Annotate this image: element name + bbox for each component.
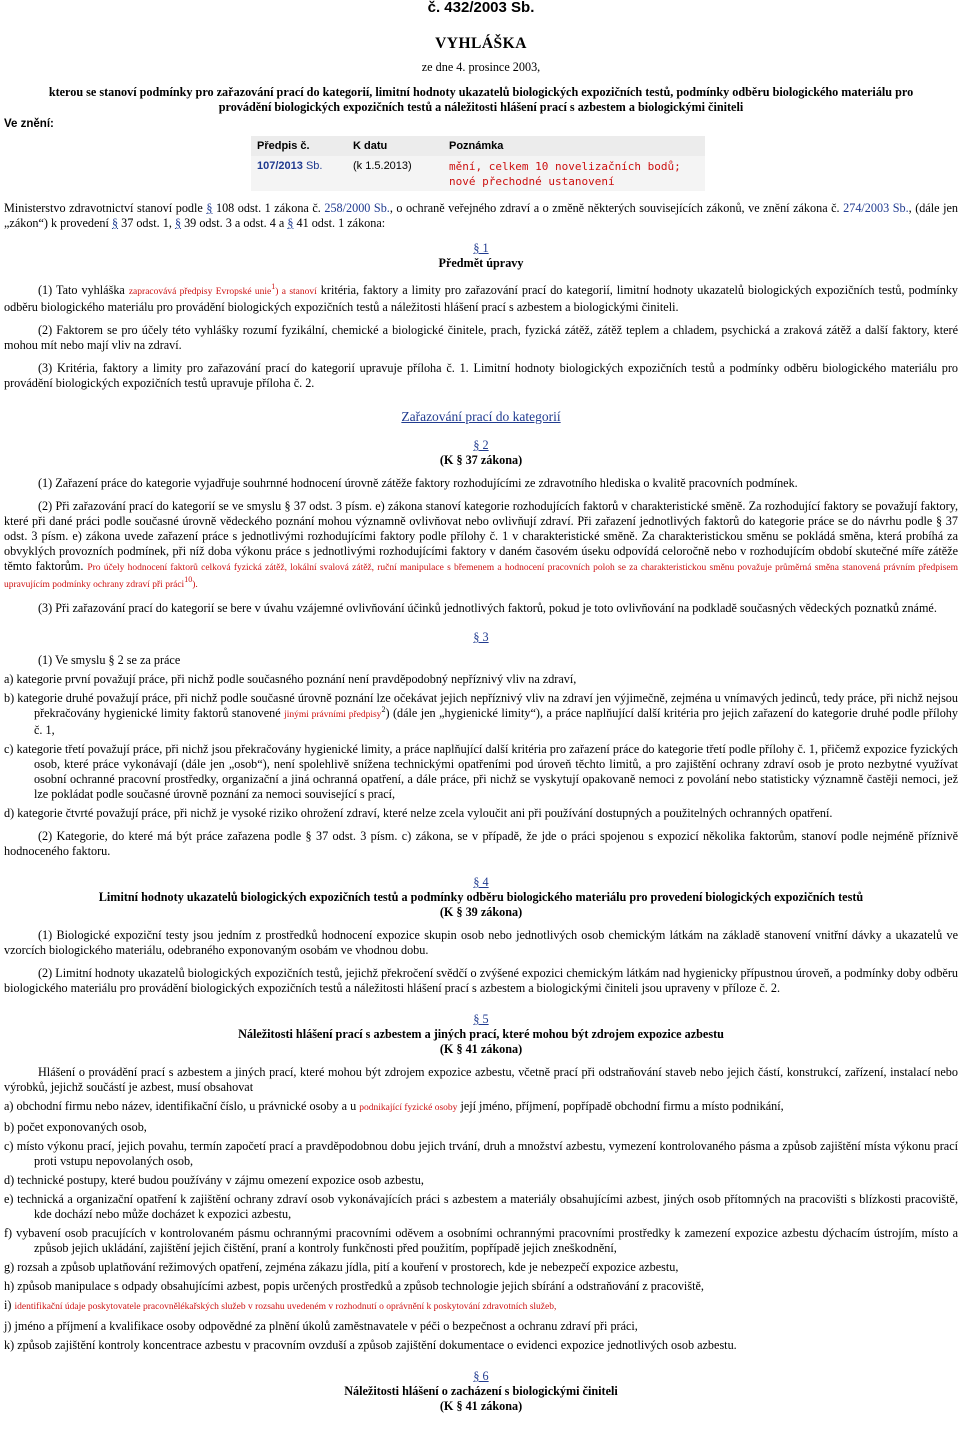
s3-d: d) kategorie čtvrté považují práce, při nichž je vysoké riziko ohrožení zdraví, které nelze zcela vyloučit ani při používání dostupných a použitelných ochranných opatření. <box>4 806 833 820</box>
amendments-table <box>251 136 705 191</box>
section-4 <box>4 875 958 920</box>
amendment-link[interactable]: 107/2013 <box>257 160 303 172</box>
s5-h: h) způsob manipulace s odpady obsahujícími azbest, popis určených prostředků a způsob technologie jejich sbírání a odstraňování z pracoviště, <box>4 1279 704 1293</box>
law-link-274[interactable]: 274/2003 Sb. <box>843 201 909 215</box>
intro-text: 37 odst. 1, <box>118 216 175 230</box>
amendment-date: (k 1.5.2013) <box>347 156 443 191</box>
footnote-ref[interactable]: 2 <box>381 704 386 714</box>
text: (1) Tato vyhláška <box>38 283 129 297</box>
section-2 <box>4 438 958 468</box>
section-5-ref: (K § 41 zákona) <box>439 1042 523 1056</box>
amended-text: zapracovává předpisy Evropské unie <box>128 287 272 297</box>
text: ) (dále jen „hygienické limity“), a práce naplňující další kritéria pro jejich zařazení do kategorie druhé podle přílohy č. 1, <box>34 706 958 737</box>
s1-p2: (2) Faktorem se pro účely této vyhlášky rozumí fyzikální, chemické a biologické činitele, prach, fyzická zátěž, zátěž teplem a chladem, psychická a zraková zátěž a další faktory, které mohou mít nebo mají vliv na zdraví. <box>4 323 958 352</box>
section-5-link[interactable]: § 5 <box>473 1012 489 1026</box>
section-6-heading: Náležitosti hlášení o zacházení s biologickými činiteli <box>344 1384 618 1398</box>
s5-p0: Hlášení o provádění prací s azbestem a jiných prací, které mohou být zdrojem expozice azbestu, včetně prací při odstraňování staveb nebo jejich částí, konstrukcí, zařízení, instalací nebo výrobků, jejichž součástí je azbest, musí obsahovat <box>4 1065 958 1094</box>
s2-p2 <box>4 499 958 593</box>
amended-text: jinými právními předpisy <box>284 710 382 720</box>
section-4-ref: (K § 39 zákona) <box>439 905 523 919</box>
text: její jméno, příjmení, popřípadě obchodní firmu a místo podnikání, <box>457 1099 784 1113</box>
amendments-header-row <box>251 136 705 156</box>
s4-p1: (1) Biologické expoziční testy jsou jedním z prostředků hodnocení expozice skupin osob nebo jednotlivých osob chemickým látkám na základě stanovení vnitřní dávky a ukazatelů ve vzorcích biologického materiálu, odebraného exponovaným osobám ve vhodnou dobu. <box>4 928 958 957</box>
intro-text: , o ochraně veřejného zdraví a o změně některých souvisejících zákonů, ve znění zákona č. <box>389 201 844 215</box>
amended-text: ) a stanoví <box>275 287 317 297</box>
s5-b: b) počet exponovaných osob, <box>4 1120 147 1134</box>
intro-text: , (dále jen „zákon“) k provedení <box>4 201 958 230</box>
s2-p3: (3) Při zařazování prací do kategorií se bere v úvahu vzájemné ovlivňování účinků jednotlivých faktorů, pokud je toto ovlivňování na podkladě současných vědeckých poznatků známé. <box>38 601 937 615</box>
intro-text: Ministerstvo zdravotnictví stanoví podle <box>4 201 207 215</box>
amendment-suffix: Sb. <box>302 160 323 172</box>
s3-a: a) kategorie první považují práce, při nichž podle současného poznání není pravděpodobný nepříznivý vliv na zdraví, <box>4 672 577 686</box>
s5-a <box>4 1099 958 1116</box>
section-6-link[interactable]: § 6 <box>473 1369 489 1383</box>
text: kritéria, faktory a limity pro zařazování prací do kategorií, limitní hodnoty ukazatelů biologických expozičních testů, podmínky odběru biologického materiálu pro provádění biologických expozičních testů a náležitosti hlášení prací s azbestem a biologickými činiteli. <box>4 283 959 314</box>
s1-p3: (3) Kritéria, faktory a limity pro zařazování prací do kategorií upravuje příloha č. 1. Limitní hodnoty biologických expozičních testů a podmínky odběru biologického materiálu pro provádění biologických expozičních testů upravuje příloha č. 2. <box>4 361 958 390</box>
s5-g: g) rozsah a způsob uplatňování režimových opatření, zejména zákazu jídla, pití a kouření v prostorech, kde je nebezpečí expozice azbestu, <box>4 1260 679 1274</box>
section-6-ref: (K § 41 zákona) <box>439 1399 523 1413</box>
doc-date: ze dne 4. prosince 2003, <box>421 60 541 74</box>
s5-c: c) místo výkonu prací, jejich povahu, termín započetí prací a pravděpodobnou dobu jejich trvání, druh a množství azbestu, vymezení kontrolovaného pásma a způsob zajištění místa výkonu prací proti vstupu nepovolaných osob, <box>4 1139 958 1168</box>
s5-f: f) vybavení osob pracujících v kontrolovaném pásmu ochrannými pracovními oděvem a osobními ochrannými pracovními prostředky k zamezení expozice azbestu dýchacím ústrojím, místo a způsob jejich ukládání, zajištění jejich čištění, praní a kontroly funkčnosti před použitím, popřípadě jejich zneškodnění, <box>4 1226 958 1255</box>
section-2-ref: (K § 37 zákona) <box>439 453 523 467</box>
section-1-link[interactable]: § 1 <box>473 241 489 255</box>
section-5 <box>4 1012 958 1057</box>
intro-text: 41 odst. 1 zákona: <box>293 216 386 230</box>
s3-p2: (2) Kategorie, do které má být práce zařazena podle § 37 odst. 3 písm. c) zákona, se v případě, že jde o práci spojenou s expozicí několika faktorům, stanoví podle nejméně příznivě hodnoceného faktoru. <box>4 829 958 858</box>
section-4-heading: Limitní hodnoty ukazatelů biologických expozičních testů a podmínky odběru biologického materiálu pro provedení biologických expozičních testů <box>98 890 864 904</box>
footnote-ref[interactable]: 1 <box>271 281 276 291</box>
part-heading[interactable]: Zařazování prací do kategorií <box>401 409 561 424</box>
s4-p2: (2) Limitní hodnoty ukazatelů biologických expozičních testů, jejichž překročení svědčí o zvýšené expozici chemickým látkám nad hygienicky přípustnou úroveň, a podmínky doby odběru biologického materiálu pro provádění biologických expozičních testů a náležitosti hlášení prací s azbestem a biologickými činiteli jsou upraveny v příloze č. 2. <box>4 966 958 995</box>
ve-zneni-label: Ve znění: <box>4 118 54 130</box>
amended-text: podnikající fyzické osoby <box>359 1103 458 1113</box>
amended-text: ). <box>192 580 198 590</box>
intro-text: 108 odst. 1 zákona č. <box>212 201 325 215</box>
section-3 <box>4 630 958 645</box>
section-3-link[interactable]: § 3 <box>473 630 489 644</box>
s5-d: d) technické postupy, které budou používány v zájmu omezení expozice osob azbestu, <box>4 1173 424 1187</box>
section-5-heading: Náležitosti hlášení prací s azbestem a jiných prací, které mohou být zdrojem expozice azbestu <box>238 1027 724 1041</box>
s5-j: j) jméno a příjmení a kvalifikace osoby odpovědné za plnění úkolů zaměstnavatele v péči o bezpečnost a ochranu zdraví při práci, <box>4 1319 638 1333</box>
s5-e: e) technická a organizační opatření k zajištění ochrany zdraví osob vykonávajících práci s azbestem a materiály obsahujícími azbest, jiných osob přítomných na pracovišti s blízkosti pracoviště, kde dochází nebo může docházet k expozici azbestu, <box>4 1192 958 1221</box>
document <box>4 0 958 1414</box>
intro-text: 39 odst. 3 a odst. 4 a <box>181 216 288 230</box>
doc-title: kterou se stanoví podmínky pro zařazování prací do kategorií, limitní hodnoty ukazatelů biologických expozičních testů, podmínky odběru biologického materiálu pro provádění biologických expozičních testů a náležitosti hlášení prací s azbestem a biologickými činiteli <box>48 85 914 114</box>
s2-p1: (1) Zařazení práce do kategorie vyjadřuje souhrnné hodnocení úrovně zátěže faktory rozhodujícími ze zdravotního hlediska o kvalitě pracovních podmínek. <box>38 476 798 490</box>
intro-paragraph <box>4 201 958 231</box>
col-poznamka: Poznámka <box>443 136 705 156</box>
col-k-datu: K datu <box>347 136 443 156</box>
section-1-heading: Předmět úpravy <box>438 256 524 270</box>
amendment-row <box>251 156 705 191</box>
text: (2) Při zařazování prací do kategorií se ve smyslu § 37 odst. 3 písm. e) zákona stanoví kategorie rozhodujících faktorů v charakteristické směně. Za rozhodující faktory se považují faktory, které při dané práci podle současné úrovně vědeckého poznání mohou významně ovlivňovat nebo ovlivňují zdraví. Při zařazení jednotlivých faktorů do kategorie práce se do návrhu podle § 37 odst. 3 písm. e) zákona uvede zařazení práce s jednotlivými rozhodujícími faktory podle přílohy č. 1 v charakteristické směně. Za charakteristickou směnu se pokládá směna, která probíhá za obvyklých provozních podmínek, při níž doba výkonu práce s jednotlivými rozhodujícími faktory v daném časovém úseku odpovídá celoročně nebo v rozhodujícím období skutečné míře zátěže těmto faktorům. <box>4 499 958 573</box>
s5-k: k) způsob zajištění kontroly koncentrace azbestu v pracovním ovzduší a způsob zajištění dokumentace o evidenci expozice jednotlivých osob azbestu. <box>4 1338 737 1352</box>
amended-text: Pro účely hodnocení faktorů celková fyzická zátěž, lokální svalová zátěž, ruční manipulace s břemenem a hodnocení pracovních poloh se za charakteristickou směnu považuje průměrná směna stanovená právním předpisem upravujícím podmínky ochrany zdraví při práci <box>4 563 958 590</box>
footnote-ref[interactable]: 10 <box>184 574 193 584</box>
section-sign-link[interactable]: § <box>111 216 119 230</box>
doc-type: VYHLÁŠKA <box>435 35 527 52</box>
s3-b <box>4 691 958 738</box>
law-link-258[interactable]: 258/2000 Sb. <box>324 201 390 215</box>
section-6 <box>4 1369 958 1414</box>
s5-i <box>4 1298 958 1315</box>
section-sign-link[interactable]: § <box>287 216 294 230</box>
doc-number: č. 432/2003 Sb. <box>427 0 535 16</box>
s3-p1: (1) Ve smyslu § 2 se za práce <box>38 653 181 667</box>
amended-text: identifikační údaje poskytovatele pracovnělékařských služeb v rozsahu uvedeném v rozhodnutí o oprávnění k poskytování zdravotních služeb, <box>14 1302 557 1312</box>
section-4-link[interactable]: § 4 <box>473 875 489 889</box>
amendment-note: mění, celkem 10 novelizačních bodů; nové přechodné ustanovení <box>443 156 705 191</box>
s3-c: c) kategorie třetí považují práce, při nichž jsou překračovány hygienické limity, a práce naplňující další kritéria pro zařazení práce do kategorie třetí podle přílohy č. 1, přičemž expozice fyzických osob, které práce vykonávají (dále jen „osob“), není spolehlivě snížena technickými opatřeními pod úroveň těchto limitů, a pro zajištění ochrany zdraví osob je proto nezbytné využívat osobní ochranné pracovní prostředky, organizační a jiná ochranná opatření, a dále práce, při nichž se vyskytují opakovaně nemoci z povolání nebo statisticky významně častěji nemoci, jež lze pokládat podle současné úrovně poznání za nemoci související s prací, <box>4 742 958 801</box>
section-1 <box>4 241 958 271</box>
text: i) <box>4 1298 15 1312</box>
section-2-link[interactable]: § 2 <box>473 438 489 452</box>
s1-p1 <box>4 283 958 315</box>
text: b) kategorie druhé považují práce, při nichž podle současné úrovně poznání lze očekávat jejich nepříznivý vliv na zdraví jen výjimečně, zejména u vnímavých jedinců, tedy práce, při nichž nejsou překračovány hygienické limity faktorů stanovené <box>4 691 958 720</box>
amendment-predpis <box>251 156 347 191</box>
section-sign-link[interactable]: § <box>206 201 213 215</box>
col-predpis: Předpis č. <box>251 136 347 156</box>
section-sign-link[interactable]: § <box>174 216 182 230</box>
text: a) obchodní firmu nebo název, identifikační číslo, u právnické osoby a u <box>4 1099 360 1113</box>
